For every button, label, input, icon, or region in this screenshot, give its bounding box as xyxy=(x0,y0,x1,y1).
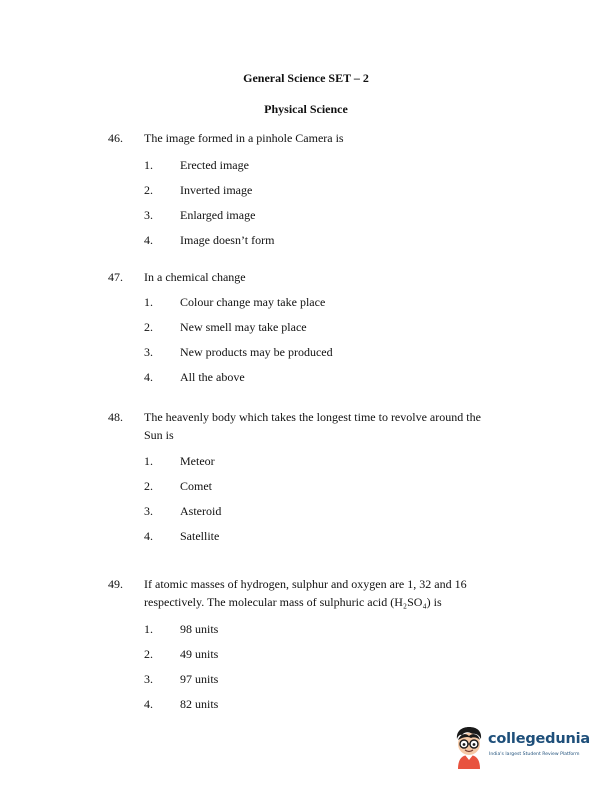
option xyxy=(0,454,612,470)
logo-wordmark: collegedunia xyxy=(488,731,590,747)
option-number: 1. xyxy=(144,158,153,172)
option-number: 2. xyxy=(144,320,153,334)
option-number: 3. xyxy=(144,504,153,518)
option-number: 3. xyxy=(144,345,153,359)
option-text: Enlarged image xyxy=(180,208,256,222)
option-number: 3. xyxy=(144,672,153,686)
option-text: 97 units xyxy=(180,672,219,686)
option xyxy=(0,370,612,386)
question-number: 47. xyxy=(108,270,123,284)
option xyxy=(0,479,612,495)
question-number: 48. xyxy=(108,410,123,424)
option-text: Erected image xyxy=(180,158,249,172)
option xyxy=(0,158,612,174)
option xyxy=(0,622,612,638)
option xyxy=(0,697,612,713)
section-title: Physical Science xyxy=(264,102,348,116)
logo-tagline: India's largest Student Review Platform xyxy=(489,752,580,757)
option-number: 3. xyxy=(144,208,153,222)
option-text: 98 units xyxy=(180,622,219,636)
option-text: Inverted image xyxy=(180,183,253,197)
option-text: Asteroid xyxy=(180,504,222,518)
option-text: 49 units xyxy=(180,647,219,661)
option-number: 4. xyxy=(144,697,153,711)
option-number: 1. xyxy=(144,622,153,636)
question-text: If atomic masses of hydrogen, sulphur and oxygen are 1, 32 and 16 respectively. The molecular mass of sulphuric acid (H₂SO₄) is xyxy=(144,577,467,609)
page-title: General Science SET – 2 xyxy=(243,71,369,85)
option-text: New smell may take place xyxy=(180,320,307,334)
option-text: New products may be produced xyxy=(180,345,333,359)
option xyxy=(0,345,612,361)
option-text: Image doesn’t form xyxy=(180,233,275,247)
option-number: 4. xyxy=(144,370,153,384)
option-text: Satellite xyxy=(180,529,220,543)
question-text: In a chemical change xyxy=(144,270,246,284)
option-number: 2. xyxy=(144,479,153,493)
question-number: 49. xyxy=(108,577,123,591)
option xyxy=(0,672,612,688)
option-text: All the above xyxy=(180,370,245,384)
option xyxy=(0,529,612,545)
option xyxy=(0,504,612,520)
student-mascot-icon xyxy=(452,725,486,769)
option xyxy=(0,233,612,249)
option-number: 4. xyxy=(144,233,153,247)
option-text: Meteor xyxy=(180,454,215,468)
option-text: Colour change may take place xyxy=(180,295,326,309)
option xyxy=(0,320,612,336)
option xyxy=(0,208,612,224)
option-text: Comet xyxy=(180,479,212,493)
option-number: 4. xyxy=(144,529,153,543)
option-number: 2. xyxy=(144,647,153,661)
option-number: 1. xyxy=(144,295,153,309)
option xyxy=(0,647,612,663)
option-text: 82 units xyxy=(180,697,219,711)
question-number: 46. xyxy=(108,131,123,145)
option xyxy=(0,295,612,311)
option-number: 1. xyxy=(144,454,153,468)
option-number: 2. xyxy=(144,183,153,197)
option xyxy=(0,183,612,199)
question-text: The image formed in a pinhole Camera is xyxy=(144,131,344,145)
question-text: The heavenly body which takes the longest time to revolve around the Sun is xyxy=(144,410,481,442)
collegedunia-logo xyxy=(450,723,590,773)
